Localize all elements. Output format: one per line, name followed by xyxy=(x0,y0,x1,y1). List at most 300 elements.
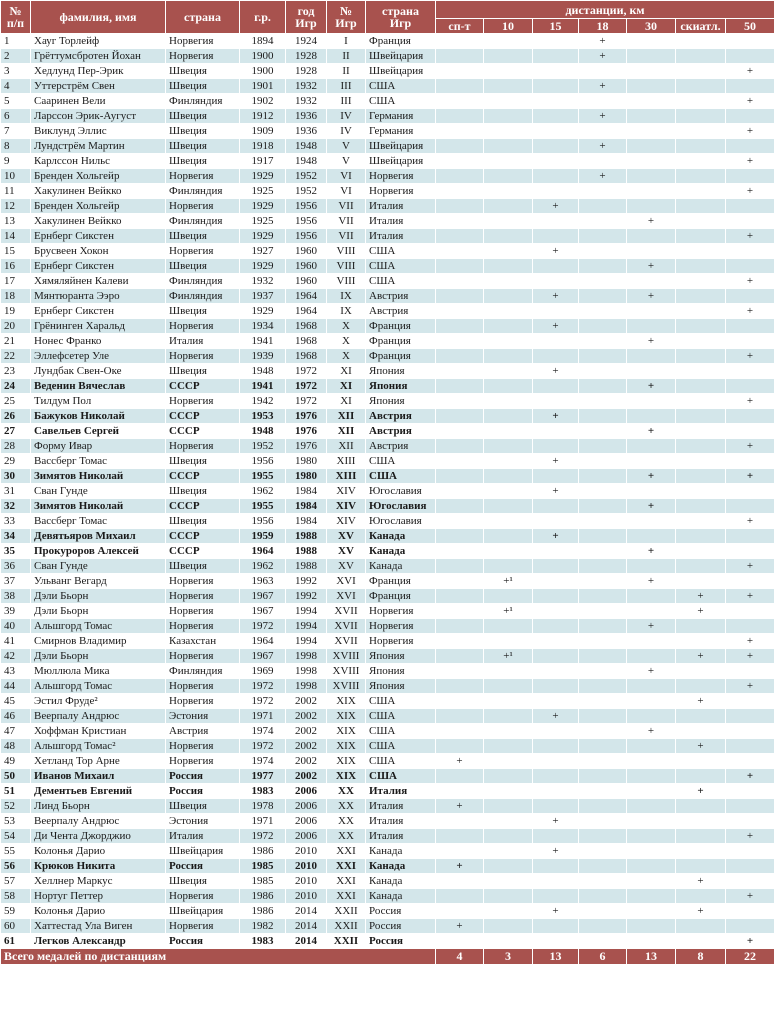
row-distance-mark: + xyxy=(627,544,676,559)
row-distance-mark xyxy=(676,544,726,559)
table-row xyxy=(1,49,774,64)
row-distance-mark xyxy=(436,784,484,799)
row-distance-mark: + xyxy=(436,859,484,874)
row-distance-mark xyxy=(533,619,579,634)
row-distance-mark xyxy=(676,634,726,649)
row-num: 53 xyxy=(1,814,31,829)
row-distance-mark xyxy=(484,769,533,784)
row-name: Иванов Михаил xyxy=(31,769,166,784)
row-host: Норвегия xyxy=(366,634,436,649)
table-row xyxy=(1,799,774,814)
row-country: Италия xyxy=(166,334,240,349)
row-country: Финляндия xyxy=(166,289,240,304)
row-year: 1948 xyxy=(286,154,327,169)
row-born: 1971 xyxy=(240,814,286,829)
row-distance-mark: + xyxy=(627,619,676,634)
row-distance-mark: +¹ xyxy=(484,649,533,664)
row-year: 1956 xyxy=(286,199,327,214)
row-distance-mark xyxy=(579,439,627,454)
row-distance-mark: + xyxy=(533,814,579,829)
row-distance-mark xyxy=(436,574,484,589)
row-distance-mark xyxy=(676,214,726,229)
row-country: Норвегия xyxy=(166,439,240,454)
row-distance-mark xyxy=(676,664,726,679)
row-distance-mark xyxy=(627,274,676,289)
row-name: Лундбак Свен-Оке xyxy=(31,364,166,379)
row-distance-mark xyxy=(579,679,627,694)
table-row xyxy=(1,334,774,349)
row-born: 1929 xyxy=(240,304,286,319)
row-name: Хауг Торлейф xyxy=(31,34,166,49)
row-distance-mark xyxy=(627,844,676,859)
row-distance-mark xyxy=(579,514,627,529)
row-distance-mark xyxy=(533,49,579,64)
row-num: 12 xyxy=(1,199,31,214)
row-games: XVI xyxy=(327,589,366,604)
table-footer xyxy=(1,949,774,965)
row-distance-mark xyxy=(676,769,726,784)
row-name: Эстил Фруде² xyxy=(31,694,166,709)
row-year: 1976 xyxy=(286,409,327,424)
row-distance-mark xyxy=(533,214,579,229)
row-num: 58 xyxy=(1,889,31,904)
row-distance-mark: + xyxy=(436,799,484,814)
row-games: VIII xyxy=(327,244,366,259)
row-born: 1967 xyxy=(240,604,286,619)
row-distance-mark xyxy=(627,529,676,544)
row-games: VII xyxy=(327,214,366,229)
row-distance-mark xyxy=(579,769,627,784)
row-country: Швеция xyxy=(166,229,240,244)
row-distance-mark xyxy=(436,394,484,409)
row-distance-mark xyxy=(726,49,774,64)
row-distance-mark xyxy=(676,799,726,814)
row-distance-mark xyxy=(579,859,627,874)
row-games: XXI xyxy=(327,889,366,904)
row-distance-mark xyxy=(726,364,774,379)
row-year: 1992 xyxy=(286,574,327,589)
row-distance-mark xyxy=(726,664,774,679)
row-num: 40 xyxy=(1,619,31,634)
row-year: 2006 xyxy=(286,829,327,844)
row-country: Финляндия xyxy=(166,214,240,229)
row-distance-mark xyxy=(627,799,676,814)
row-distance-mark xyxy=(726,739,774,754)
row-name: Веерпалу Андрюс xyxy=(31,814,166,829)
col-distance-header: скиатл. xyxy=(676,19,726,34)
row-distance-mark xyxy=(676,289,726,304)
row-year: 2014 xyxy=(286,919,327,934)
row-num: 7 xyxy=(1,124,31,139)
row-country: Эстония xyxy=(166,709,240,724)
row-distance-mark xyxy=(533,109,579,124)
row-country: Швеция xyxy=(166,79,240,94)
row-distance-mark: + xyxy=(726,649,774,664)
row-distance-mark xyxy=(436,169,484,184)
row-distance-mark xyxy=(726,799,774,814)
row-country: Швеция xyxy=(166,559,240,574)
row-distance-mark xyxy=(676,514,726,529)
row-distance-mark xyxy=(676,889,726,904)
row-distance-mark xyxy=(676,679,726,694)
row-year: 1948 xyxy=(286,139,327,154)
row-distance-mark xyxy=(627,709,676,724)
row-country: Норвегия xyxy=(166,199,240,214)
row-distance-mark xyxy=(436,709,484,724)
row-distance-mark xyxy=(533,799,579,814)
row-distance-mark xyxy=(484,619,533,634)
row-distance-mark: + xyxy=(627,724,676,739)
table-row xyxy=(1,94,774,109)
row-distance-mark xyxy=(484,349,533,364)
row-games: III xyxy=(327,94,366,109)
row-distance-mark xyxy=(627,514,676,529)
row-country: Финляндия xyxy=(166,664,240,679)
row-born: 1985 xyxy=(240,859,286,874)
row-distance-mark xyxy=(533,934,579,949)
row-year: 2002 xyxy=(286,724,327,739)
row-host: Швейцария xyxy=(366,154,436,169)
row-distance-mark xyxy=(579,739,627,754)
row-distance-mark xyxy=(484,904,533,919)
row-num: 39 xyxy=(1,604,31,619)
row-year: 1968 xyxy=(286,319,327,334)
row-distance-mark: + xyxy=(676,694,726,709)
row-year: 1956 xyxy=(286,229,327,244)
row-name: Колонья Дарио xyxy=(31,904,166,919)
row-country: Норвегия xyxy=(166,604,240,619)
row-distance-mark xyxy=(579,94,627,109)
row-name: Веерпалу Андрюс xyxy=(31,709,166,724)
row-distance-mark xyxy=(436,49,484,64)
row-distance-mark xyxy=(726,544,774,559)
row-year: 2010 xyxy=(286,874,327,889)
row-num: 17 xyxy=(1,274,31,289)
row-games: IX xyxy=(327,289,366,304)
row-distance-mark xyxy=(726,754,774,769)
row-num: 51 xyxy=(1,784,31,799)
row-games: XXII xyxy=(327,919,366,934)
row-distance-mark xyxy=(579,604,627,619)
row-games: VII xyxy=(327,229,366,244)
row-distance-mark xyxy=(676,139,726,154)
row-country: Норвегия xyxy=(166,889,240,904)
col-host-header xyxy=(366,1,436,34)
row-host: Австрия xyxy=(366,289,436,304)
row-name: Лундстрём Мартин xyxy=(31,139,166,154)
row-name: Альшгорд Томас xyxy=(31,619,166,634)
row-distance-mark xyxy=(627,199,676,214)
row-distance-mark xyxy=(627,169,676,184)
row-num: 23 xyxy=(1,364,31,379)
row-name: Дэли Бьорн xyxy=(31,589,166,604)
row-distance-mark xyxy=(579,799,627,814)
row-host: США xyxy=(366,754,436,769)
row-distance-mark: + xyxy=(726,829,774,844)
row-distance-mark xyxy=(533,559,579,574)
row-distance-mark: + xyxy=(627,499,676,514)
row-host: Япония xyxy=(366,649,436,664)
total-cell: 4 xyxy=(436,949,484,965)
row-distance-mark xyxy=(676,244,726,259)
row-distance-mark xyxy=(579,784,627,799)
row-name: Нортуг Петтер xyxy=(31,889,166,904)
row-games: XX xyxy=(327,799,366,814)
row-country: Норвегия xyxy=(166,649,240,664)
row-distance-mark xyxy=(436,229,484,244)
table-row xyxy=(1,904,774,919)
row-num: 14 xyxy=(1,229,31,244)
row-host: Канада xyxy=(366,874,436,889)
row-distance-mark xyxy=(533,649,579,664)
row-distance-mark xyxy=(627,349,676,364)
row-distance-mark xyxy=(627,454,676,469)
col-distance-header: 30 xyxy=(627,19,676,34)
col-distance-header: 18 xyxy=(579,19,627,34)
row-distance-mark xyxy=(579,619,627,634)
row-distance-mark xyxy=(726,484,774,499)
row-distance-mark xyxy=(579,754,627,769)
row-num: 44 xyxy=(1,679,31,694)
row-born: 1948 xyxy=(240,424,286,439)
row-num: 11 xyxy=(1,184,31,199)
row-num: 31 xyxy=(1,484,31,499)
table-row xyxy=(1,109,774,124)
row-distance-mark xyxy=(436,199,484,214)
row-distance-mark: + xyxy=(726,274,774,289)
row-games: VIII xyxy=(327,259,366,274)
row-distance-mark: + xyxy=(726,559,774,574)
row-year: 1972 xyxy=(286,379,327,394)
row-num: 56 xyxy=(1,859,31,874)
row-name: Брусвеен Хокон xyxy=(31,244,166,259)
row-distance-mark: + xyxy=(726,889,774,904)
row-games: VII xyxy=(327,199,366,214)
row-born: 1942 xyxy=(240,394,286,409)
row-name: Грёттумсбротен Йохан xyxy=(31,49,166,64)
row-born: 1953 xyxy=(240,409,286,424)
row-distance-mark xyxy=(579,124,627,139)
row-distance-mark xyxy=(579,574,627,589)
row-distance-mark xyxy=(533,754,579,769)
row-distance-mark xyxy=(436,844,484,859)
row-host: Канада xyxy=(366,859,436,874)
row-born: 1972 xyxy=(240,829,286,844)
row-country: СССР xyxy=(166,499,240,514)
row-distance-mark xyxy=(627,124,676,139)
row-distance-mark: + xyxy=(533,244,579,259)
row-distance-mark: + xyxy=(533,484,579,499)
row-year: 1994 xyxy=(286,604,327,619)
row-name: Дэли Бьорн xyxy=(31,649,166,664)
row-distance-mark xyxy=(533,664,579,679)
row-distance-mark xyxy=(676,334,726,349)
row-distance-mark: + xyxy=(436,754,484,769)
row-num: 8 xyxy=(1,139,31,154)
row-host: Франция xyxy=(366,34,436,49)
row-year: 2002 xyxy=(286,769,327,784)
row-country: Норвегия xyxy=(166,619,240,634)
row-distance-mark: + xyxy=(627,259,676,274)
row-year: 1964 xyxy=(286,289,327,304)
row-host: Италия xyxy=(366,814,436,829)
total-cell: 8 xyxy=(676,949,726,965)
table-row xyxy=(1,649,774,664)
row-distance-mark xyxy=(436,94,484,109)
row-year: 2002 xyxy=(286,754,327,769)
row-year: 1976 xyxy=(286,439,327,454)
row-distance-mark xyxy=(533,169,579,184)
row-distance-mark xyxy=(484,739,533,754)
row-distance-mark xyxy=(484,454,533,469)
col-year-label: год Игр xyxy=(295,4,317,30)
total-cell: 13 xyxy=(627,949,676,965)
row-distance-mark xyxy=(436,259,484,274)
row-born: 1982 xyxy=(240,919,286,934)
row-host: США xyxy=(366,694,436,709)
table-row xyxy=(1,934,774,949)
row-name: Прокуроров Алексей xyxy=(31,544,166,559)
row-distance-mark xyxy=(726,424,774,439)
row-num: 57 xyxy=(1,874,31,889)
row-name: Дементьев Евгений xyxy=(31,784,166,799)
col-distance-header: 10 xyxy=(484,19,533,34)
row-distance-mark xyxy=(726,574,774,589)
row-distance-mark xyxy=(676,574,726,589)
row-distance-mark xyxy=(579,499,627,514)
row-distance-mark xyxy=(484,79,533,94)
row-distance-mark: + xyxy=(676,649,726,664)
table-row xyxy=(1,634,774,649)
row-host: Югославия xyxy=(366,499,436,514)
row-year: 1952 xyxy=(286,169,327,184)
row-year: 2006 xyxy=(286,814,327,829)
row-distance-mark xyxy=(627,139,676,154)
row-born: 1929 xyxy=(240,259,286,274)
col-distance-header: 50 xyxy=(726,19,774,34)
row-distance-mark: + xyxy=(726,124,774,139)
row-distance-mark xyxy=(579,244,627,259)
row-name: Сван Гунде xyxy=(31,484,166,499)
row-distance-mark xyxy=(436,454,484,469)
row-born: 1925 xyxy=(240,184,286,199)
row-country: Россия xyxy=(166,784,240,799)
row-distance-mark xyxy=(436,724,484,739)
row-host: Франция xyxy=(366,589,436,604)
row-distance-mark xyxy=(676,919,726,934)
row-distance-mark xyxy=(726,409,774,424)
row-distance-mark xyxy=(484,154,533,169)
row-distance-mark xyxy=(579,559,627,574)
row-distance-mark xyxy=(579,469,627,484)
row-distance-mark xyxy=(484,784,533,799)
row-distance-mark xyxy=(436,739,484,754)
row-num: 18 xyxy=(1,289,31,304)
row-host: Канада xyxy=(366,559,436,574)
row-games: V xyxy=(327,154,366,169)
row-born: 1962 xyxy=(240,559,286,574)
row-num: 36 xyxy=(1,559,31,574)
row-distance-mark xyxy=(726,784,774,799)
row-distance-mark xyxy=(533,394,579,409)
row-host: Канада xyxy=(366,889,436,904)
table-row xyxy=(1,34,774,49)
row-distance-mark xyxy=(484,394,533,409)
row-born: 1932 xyxy=(240,274,286,289)
row-host: Россия xyxy=(366,904,436,919)
row-distance-mark xyxy=(436,79,484,94)
row-born: 1929 xyxy=(240,199,286,214)
row-year: 1924 xyxy=(286,34,327,49)
row-distance-mark xyxy=(484,64,533,79)
row-host: США xyxy=(366,739,436,754)
row-distance-mark xyxy=(533,724,579,739)
row-distance-mark xyxy=(676,619,726,634)
row-games: XIV xyxy=(327,484,366,499)
row-host: США xyxy=(366,244,436,259)
row-host: Япония xyxy=(366,664,436,679)
row-distance-mark xyxy=(579,529,627,544)
row-distance-mark: + xyxy=(533,844,579,859)
row-year: 1972 xyxy=(286,394,327,409)
row-distance-mark xyxy=(436,694,484,709)
row-distance-mark xyxy=(484,229,533,244)
row-distance-mark xyxy=(579,319,627,334)
row-distance-mark xyxy=(436,274,484,289)
row-distance-mark xyxy=(627,934,676,949)
row-games: V xyxy=(327,139,366,154)
row-year: 2002 xyxy=(286,709,327,724)
row-distance-mark: + xyxy=(726,634,774,649)
row-games: XI xyxy=(327,364,366,379)
row-country: Норвегия xyxy=(166,49,240,64)
row-born: 1964 xyxy=(240,544,286,559)
row-distance-mark xyxy=(579,694,627,709)
row-year: 1932 xyxy=(286,94,327,109)
row-distance-mark xyxy=(484,664,533,679)
row-born: 1894 xyxy=(240,34,286,49)
row-games: XIX xyxy=(327,769,366,784)
row-distance-mark: + xyxy=(533,529,579,544)
row-name: Колонья Дарио xyxy=(31,844,166,859)
row-distance-mark xyxy=(627,319,676,334)
row-num: 20 xyxy=(1,319,31,334)
row-distance-mark xyxy=(436,319,484,334)
row-distance-mark xyxy=(484,679,533,694)
row-distance-mark: + xyxy=(726,514,774,529)
row-distance-mark xyxy=(484,469,533,484)
row-born: 1952 xyxy=(240,439,286,454)
row-born: 1959 xyxy=(240,529,286,544)
row-country: Швеция xyxy=(166,454,240,469)
row-year: 1984 xyxy=(286,499,327,514)
row-year: 2010 xyxy=(286,889,327,904)
row-born: 1974 xyxy=(240,754,286,769)
row-name: Бажуков Николай xyxy=(31,409,166,424)
row-num: 1 xyxy=(1,34,31,49)
row-distance-mark: + xyxy=(726,769,774,784)
row-name: Виклунд Эллис xyxy=(31,124,166,139)
row-distance-mark xyxy=(484,49,533,64)
row-name: Девятьяров Михаил xyxy=(31,529,166,544)
row-num: 24 xyxy=(1,379,31,394)
row-distance-mark xyxy=(533,769,579,784)
row-distance-mark xyxy=(579,919,627,934)
row-born: 1939 xyxy=(240,349,286,364)
row-distance-mark xyxy=(676,379,726,394)
row-distance-mark xyxy=(676,484,726,499)
row-distance-mark: + xyxy=(726,184,774,199)
